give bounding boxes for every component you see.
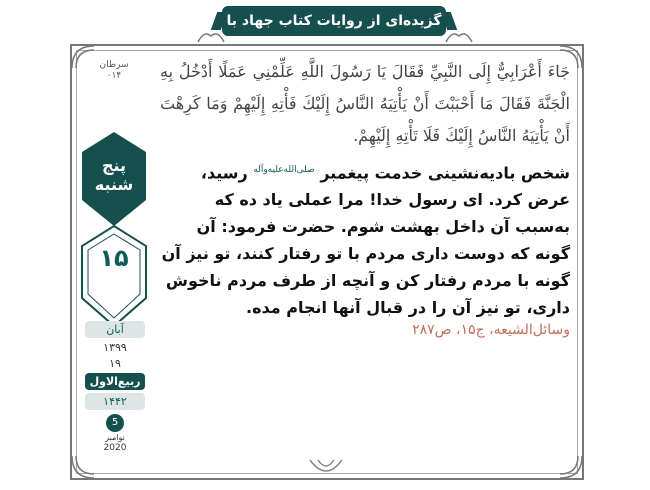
corner-ornament-icon — [70, 454, 96, 480]
corner-ornament-icon — [558, 454, 584, 480]
salawat-mark: صلی‌الله‌علیه‌وآله — [253, 165, 315, 175]
arabic-hadith-text: جَاءَ أَعْرَابِيٌّ إِلَى النَّبِيِّ فَقَالَ يَا رَسُولَ اللَّهِ عَلِّمْنِي عَمَلًا أَدْخُلُ بِهِ الْجَنَّةَ فَقَالَ مَا أَحْبَبْتَ أَنْ يَأْتِيَهُ النَّاسُ إِلَيْكَ فَأْتِهِ إِلَيْهِمْ وَمَا كَرِهْتَ أَنْ يَأْتِيَهُ النَّاسُ إِلَيْكَ فَلَا تَأْتِهِ إِلَيْهِمْ. — [160, 62, 570, 145]
page-header-title: گزیده‌ای از روایات کتاب جهاد با نفس — [222, 6, 446, 36]
day-number: ۱۵ — [99, 244, 129, 272]
lunar-day: ۱۹ — [109, 357, 121, 370]
gregorian-day-badge: 5 — [106, 414, 124, 432]
translation-part2: رسید، عرض کرد. ای رسول خدا! مرا عملی یاد ده که به‌سبب آن داخل بهشت شوم. حضرت فرمود: آن گونه که دوست داری مردم با تو رفتار کنند، تو نیز آن گونه با مردم رفتار کن و آنچه از طرف مردم ناخوش داری، تو نیز آن را در قبال آنها انجام مده. — [161, 163, 570, 318]
persian-translation — [160, 157, 570, 321]
lunar-year: ۱۴۴۲ — [85, 393, 145, 410]
source-citation: وسائل‌الشیعه، ج۱۵، ص۲۸۷ — [412, 322, 570, 338]
day-name: پنج شنبه — [94, 156, 134, 194]
gregorian-month: نوامبر — [105, 433, 125, 442]
header-ornament-left-icon — [196, 28, 226, 44]
side-top-note-line2: ۰۱۴ — [106, 71, 122, 81]
side-top-note — [80, 60, 148, 82]
translation-part1: شخص بادیه‌نشینی خدمت پیغمبر — [320, 163, 570, 183]
side-top-note-line1: سرطان — [99, 60, 129, 70]
bottom-ornament-icon — [306, 456, 346, 480]
lunar-month-badge: ربیع‌الاول — [85, 373, 145, 390]
solar-year: ۱۳۹۹ — [103, 341, 127, 354]
date-panel — [82, 318, 148, 453]
header-ornament-right-icon — [444, 28, 474, 44]
solar-month-badge: آبان — [85, 321, 145, 338]
gregorian-year: 2020 — [103, 443, 127, 453]
